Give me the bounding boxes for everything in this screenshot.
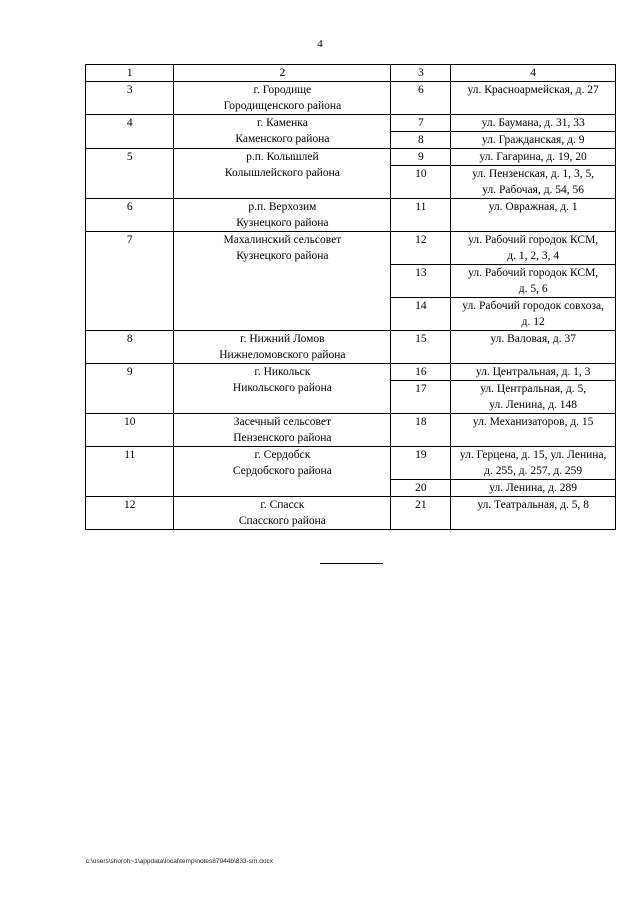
address-line: ул. Баумана, д. 31, 33 bbox=[481, 117, 585, 129]
header-cell-3: 3 bbox=[391, 65, 451, 82]
settlement-line: г. Городище bbox=[253, 84, 312, 96]
row-number-cell: 4 bbox=[86, 115, 174, 149]
station-number-cell: 11 bbox=[391, 199, 451, 232]
address-cell bbox=[451, 82, 616, 115]
settlement-line: Никольского района bbox=[232, 382, 332, 394]
station-number-cell: 8 bbox=[391, 132, 451, 149]
settlement-line: Сердобского района bbox=[232, 465, 332, 477]
station-number-cell: 17 bbox=[391, 381, 451, 414]
address-line: ул. Герцена, д. 15, ул. Ленина, bbox=[459, 449, 607, 461]
station-number-cell: 16 bbox=[391, 364, 451, 381]
settlement-line: Кузнецкого района bbox=[236, 250, 329, 262]
table-row bbox=[86, 447, 616, 480]
address-line: ул. Рабочая, д. 54, 56 bbox=[482, 184, 585, 196]
settlement-cell bbox=[174, 331, 391, 364]
address-line: ул. Красноармейская, д. 27 bbox=[467, 84, 599, 96]
station-number-cell: 7 bbox=[391, 115, 451, 132]
row-number-cell: 12 bbox=[86, 497, 174, 530]
table-row bbox=[86, 364, 616, 381]
address-table-body bbox=[86, 65, 616, 530]
settlement-cell bbox=[174, 414, 391, 447]
row-number-cell: 6 bbox=[86, 199, 174, 232]
table-row bbox=[86, 82, 616, 115]
row-number-cell: 11 bbox=[86, 447, 174, 497]
address-line: ул. Ленина, д. 289 bbox=[489, 482, 578, 494]
table-row bbox=[86, 414, 616, 447]
address-cell bbox=[451, 232, 616, 265]
station-number-cell: 6 bbox=[391, 82, 451, 115]
table-row bbox=[86, 115, 616, 132]
settlement-line: р.п. Верхозим bbox=[248, 201, 317, 213]
address-line: д. 255, д. 257, д. 259 bbox=[484, 465, 583, 477]
station-number-cell: 20 bbox=[391, 480, 451, 497]
header-cell-4: 4 bbox=[451, 65, 616, 82]
settlement-cell bbox=[174, 199, 391, 232]
settlement-cell bbox=[174, 82, 391, 115]
address-cell bbox=[451, 199, 616, 232]
settlement-cell bbox=[174, 115, 391, 149]
table-row bbox=[86, 149, 616, 166]
address-cell bbox=[451, 149, 616, 166]
station-number-cell: 15 bbox=[391, 331, 451, 364]
settlement-line: Кузнецкого района bbox=[236, 217, 329, 229]
address-cell bbox=[451, 166, 616, 199]
settlement-line: г. Никольск bbox=[254, 366, 311, 378]
settlement-cell bbox=[174, 364, 391, 414]
address-line: ул. Центральная, д. 5, bbox=[480, 383, 587, 395]
address-table bbox=[85, 64, 616, 530]
settlement-cell bbox=[174, 447, 391, 497]
station-number-cell: 12 bbox=[391, 232, 451, 265]
settlement-line: Спасского района bbox=[238, 515, 326, 527]
table-header-row bbox=[86, 65, 616, 82]
table-row bbox=[86, 232, 616, 265]
settlement-line: Засечный сельсовет bbox=[233, 416, 332, 428]
settlement-line: г. Спасск bbox=[260, 499, 305, 511]
station-number-cell: 19 bbox=[391, 447, 451, 480]
address-line: ул. Рабочий городок КСМ, bbox=[468, 234, 599, 246]
address-line: ул. Овражная, д. 1 bbox=[488, 201, 578, 213]
address-line: ул. Ленина, д. 148 bbox=[489, 399, 578, 411]
address-line: ул. Театральная, д. 5, 8 bbox=[477, 499, 589, 511]
address-cell bbox=[451, 331, 616, 364]
address-cell bbox=[451, 497, 616, 530]
address-line: д. 5, 6 bbox=[518, 283, 548, 295]
settlement-cell bbox=[174, 497, 391, 530]
address-cell bbox=[451, 447, 616, 480]
settlement-cell bbox=[174, 149, 391, 199]
row-number-cell: 8 bbox=[86, 331, 174, 364]
station-number-cell: 14 bbox=[391, 298, 451, 331]
settlement-line: Нижнеломовского района bbox=[219, 349, 346, 361]
address-line: ул. Валовая, д. 37 bbox=[490, 333, 576, 345]
address-cell bbox=[451, 132, 616, 149]
settlement-line: г. Сердобск bbox=[254, 449, 311, 461]
settlement-line: Каменского района bbox=[235, 133, 330, 145]
row-number-cell: 10 bbox=[86, 414, 174, 447]
table-row bbox=[86, 331, 616, 364]
address-cell bbox=[451, 115, 616, 132]
page-number: 4 bbox=[317, 38, 323, 50]
station-number-cell: 10 bbox=[391, 166, 451, 199]
address-cell bbox=[451, 480, 616, 497]
address-line: ул. Пензенская, д. 1, 3, 5, bbox=[472, 168, 595, 180]
address-cell bbox=[451, 414, 616, 447]
station-number-cell: 18 bbox=[391, 414, 451, 447]
row-number-cell: 5 bbox=[86, 149, 174, 199]
address-line: д. 1, 2, 3, 4 bbox=[507, 250, 560, 262]
station-number-cell: 13 bbox=[391, 265, 451, 298]
address-line: ул. Гражданская, д. 9 bbox=[481, 134, 585, 146]
row-number-cell: 3 bbox=[86, 82, 174, 115]
address-line: ул. Механизаторов, д. 15 bbox=[472, 416, 594, 428]
address-cell bbox=[451, 298, 616, 331]
address-cell bbox=[451, 364, 616, 381]
row-number-cell: 9 bbox=[86, 364, 174, 414]
station-number-cell: 9 bbox=[391, 149, 451, 166]
address-line: д. 12 bbox=[521, 316, 545, 328]
settlement-line: Махалинский сельсовет bbox=[223, 234, 342, 246]
settlement-cell bbox=[174, 232, 391, 331]
address-line: ул. Гагарина, д. 19, 20 bbox=[479, 151, 587, 163]
header-cell-1: 1 bbox=[86, 65, 174, 82]
footer-file-path: c:\users\shoroh~1\appdata\local\temp\notes87944b\833-sm.docx bbox=[86, 858, 273, 865]
settlement-line: Городищенского района bbox=[223, 100, 342, 112]
table-row bbox=[86, 497, 616, 530]
settlement-line: Пензенского района bbox=[233, 432, 332, 444]
row-number-cell: 7 bbox=[86, 232, 174, 331]
station-number-cell: 21 bbox=[391, 497, 451, 530]
settlement-line: г. Каменка bbox=[256, 117, 308, 129]
header-cell-2: 2 bbox=[174, 65, 391, 82]
table-row bbox=[86, 199, 616, 232]
address-cell bbox=[451, 265, 616, 298]
address-line: ул. Центральная, д. 1, 3 bbox=[475, 366, 591, 378]
address-line: ул. Рабочий городок совхоза, bbox=[462, 300, 605, 312]
settlement-line: Колышлейского района bbox=[224, 167, 340, 179]
settlement-line: р.п. Колышлей bbox=[246, 151, 319, 163]
end-separator-line bbox=[320, 563, 383, 564]
address-cell bbox=[451, 381, 616, 414]
settlement-line: г. Нижний Ломов bbox=[240, 333, 325, 345]
address-line: ул. Рабочий городок КСМ, bbox=[468, 267, 599, 279]
